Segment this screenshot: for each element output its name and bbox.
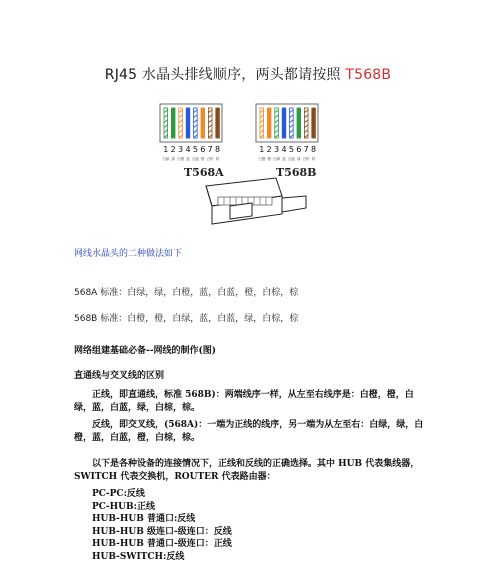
t568a-pin-number: 2 (170, 145, 176, 154)
title-text: RJ45 水晶头排线顺序，两头都请按照 (104, 67, 346, 83)
section-heading-cable-making: 网络组建基础必备--网线的制作(图) (74, 346, 216, 356)
t568a-pin-number: 5 (192, 145, 198, 154)
rj45-diagram-svg (156, 100, 340, 226)
t568a-pin-color-label: 绿 (171, 157, 175, 161)
t568a-pin-color-label: 蓝 (186, 157, 190, 161)
rj45-diagram (156, 100, 340, 226)
t568a-wire-8 (216, 108, 220, 138)
title-accent: T568B (345, 67, 392, 83)
rj45-plug-icon (206, 178, 306, 224)
t568b-wire-4 (282, 108, 286, 138)
t568a-wire-2 (171, 108, 175, 138)
t568a-label: T568A (184, 166, 224, 179)
t568a-pin-number: 4 (185, 145, 191, 154)
t568b-pin-number: 2 (266, 145, 272, 154)
connection-item: HUB-HUB 普通口:反线 (92, 514, 196, 525)
paragraph-straight-cable: 正线，即直通线，标准 568B)：两端线序一样，从左至右线序是：白橙，橙，白绿，蓝，白蓝，绿，白棕，棕。 (74, 390, 414, 413)
page-title (0, 64, 496, 84)
standard-568a-line: 568A 标准：白绿，绿，白橙，蓝，白蓝，橙，白棕，棕 (74, 288, 299, 298)
connection-item: PC-PC:反线 (92, 489, 145, 499)
t568a-wire-4 (186, 108, 190, 138)
t568a-pin-color-label: 棕 (215, 157, 220, 161)
t568b-pin-number: 8 (311, 145, 317, 154)
t568b-pin-number: 4 (281, 145, 287, 154)
t568b-pin-color-label: 白棕 (302, 157, 310, 161)
connection-item: HUB-HUB 级连口-级连口：反线 (92, 526, 232, 537)
t568b-pin-color-label: 白蓝 (288, 157, 295, 161)
paragraph-device-connections: 以下是各种设备的连接情况下，正线和反线的正确选择。其中 HUB 代表集线器，SWITCH 代表交换机，ROUTER 代表路由器： (74, 459, 420, 482)
t568b-pin-color-label: 白绿 (273, 157, 280, 161)
t568b-pin-number: 7 (303, 145, 309, 154)
t568b-wire-6 (297, 108, 301, 138)
t568b-pin-number: 5 (288, 145, 294, 154)
t568b-frame (256, 104, 318, 142)
t568a-wires (160, 104, 222, 161)
t568a-frame (160, 104, 222, 142)
t568a-pin-number: 1 (163, 145, 169, 154)
t568a-wire-6 (201, 108, 205, 138)
t568a-pin-color-label: 白绿 (162, 157, 170, 161)
t568b-pin-color-label: 橙 (267, 157, 271, 161)
t568a-pin-color-label: 橙 (201, 157, 205, 161)
t568b-wire-8 (312, 108, 316, 138)
t568a-pin-color-label: 白蓝 (192, 157, 199, 161)
t568b-pin-color-label: 白橙 (258, 157, 266, 161)
paragraph-cross-cable: 反线，即交叉线，(568A)：一端为正线的线序，另一端为从左至右：白绿，绿，白橙，蓝，白蓝，橙，白棕，棕。 (74, 420, 424, 443)
section-heading-straight-vs-cross: 直通线与交叉线的区别 (74, 371, 165, 381)
t568b-label: T568B (276, 166, 317, 179)
t568b-pin-color-label: 蓝 (282, 157, 286, 161)
t568a-pin-number: 8 (215, 145, 221, 154)
t568a-pin-number: 3 (178, 145, 184, 154)
connection-item: HUB-SWITCH:反线 (92, 552, 185, 562)
t568b-pin-color-label: 绿 (297, 157, 301, 161)
t568a-pin-number: 6 (200, 145, 206, 154)
t568b-wires (256, 104, 318, 161)
t568b-pin-color-label: 棕 (311, 157, 316, 161)
section-heading-two-methods: 网线水晶头的二种做法如下 (74, 249, 183, 259)
connection-item: PC-HUB:正线 (92, 501, 155, 512)
t568b-wire-2 (267, 108, 271, 138)
t568b-pin-number: 3 (274, 145, 280, 154)
standard-568b-line: 568B 标准：白橙，橙，白绿，蓝，白蓝，绿，白棕，棕 (74, 314, 299, 324)
t568a-pin-color-label: 白橙 (177, 157, 184, 161)
t568a-pin-number: 7 (207, 145, 213, 154)
connection-item: HUB-HUB 普通口-级连口：正线 (92, 539, 232, 550)
t568a-pin-color-label: 白棕 (206, 157, 214, 161)
t568b-pin-number: 6 (296, 145, 302, 154)
t568b-pin-number: 1 (259, 145, 265, 154)
